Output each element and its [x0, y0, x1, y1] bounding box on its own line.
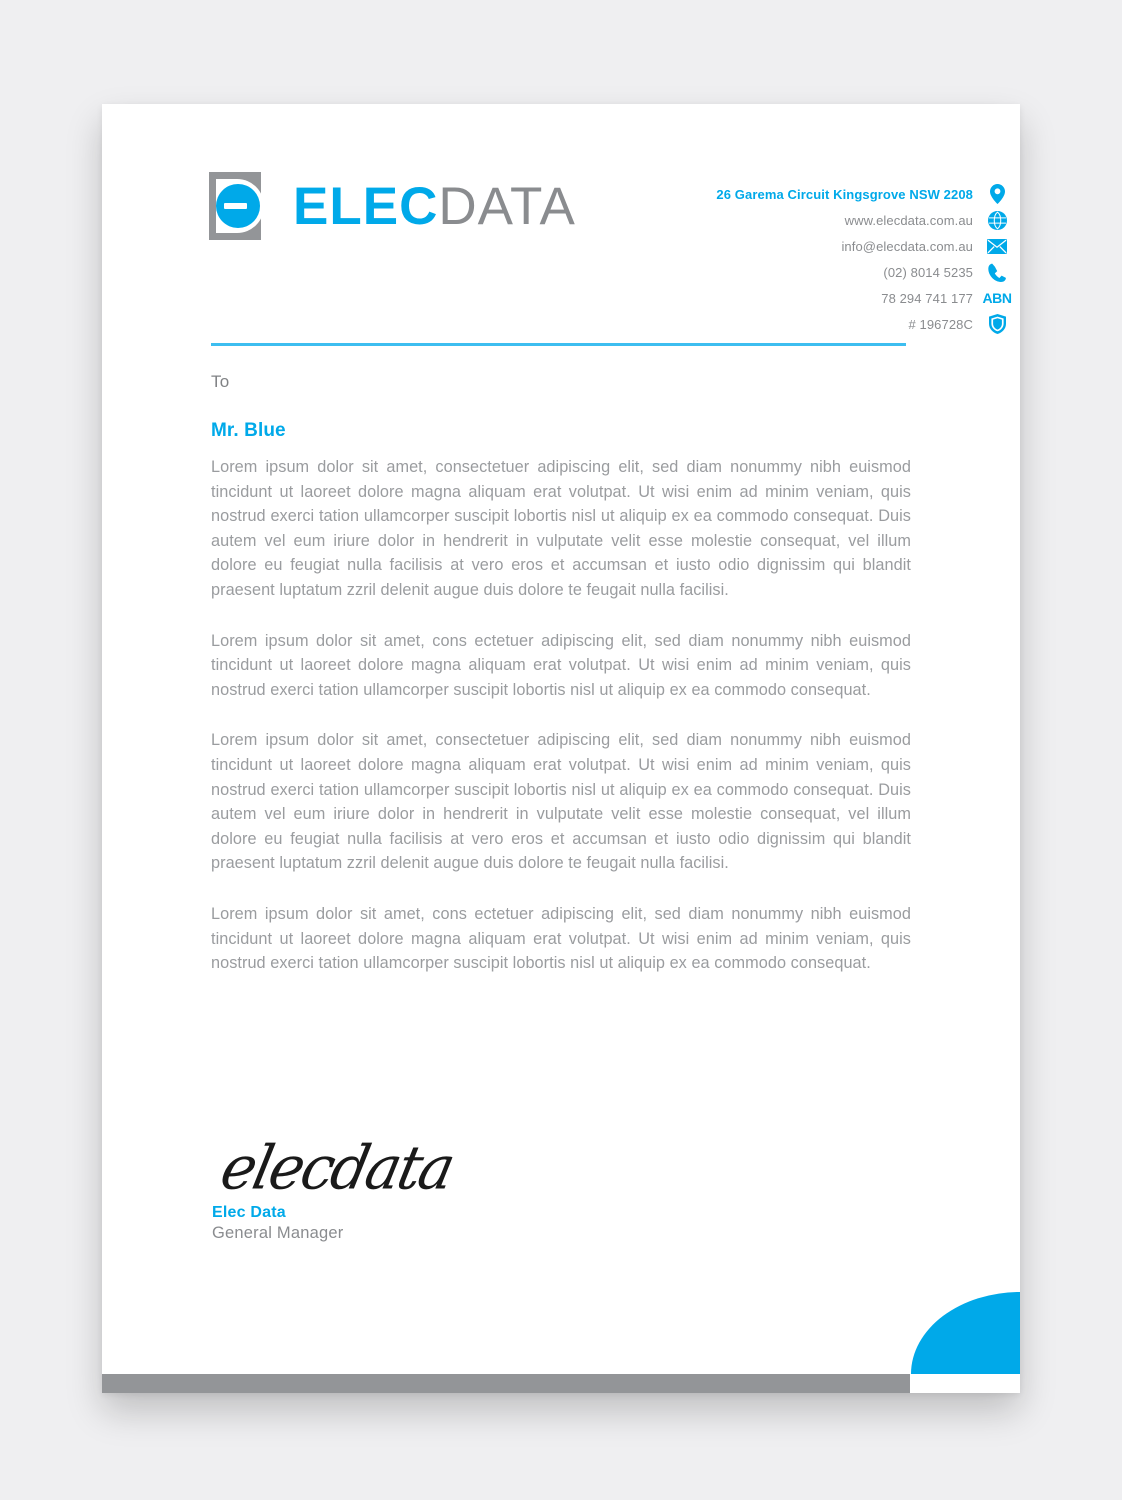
envelope-icon — [986, 235, 1008, 257]
contact-licence-text: # 196728C — [908, 316, 973, 332]
contact-website-text: www.elecdata.com.au — [844, 212, 973, 228]
to-label: To — [211, 372, 230, 391]
contact-abn-text: 78 294 741 177 — [881, 290, 973, 306]
abn-icon — [982, 287, 1012, 309]
footer-blue-corner-shape — [911, 1292, 1020, 1374]
logo-white-bar-shape — [224, 203, 247, 209]
footer-gray-bar — [102, 1374, 910, 1393]
contact-row-address — [678, 182, 1008, 206]
letter-body — [211, 372, 911, 976]
phone-icon — [986, 261, 1008, 283]
abn-icon-label: ABN — [982, 290, 1012, 306]
contact-phone-text: (02) 8014 5235 — [883, 264, 973, 280]
body-paragraph: Lorem ipsum dolor sit amet, cons ectetuer adipiscing elit, sed diam nonummy nibh euismod tincidunt ut laoreet dolore magna aliquam erat volutpat. Ut wisi enim ad minim veniam, quis nostrud exerci tation ullamcorper suscipit lobortis nisl ut aliquip ex ea commodo consequat. — [211, 904, 911, 973]
elecdata-circle-mark-icon — [209, 172, 275, 240]
logo-wordmark — [293, 176, 576, 236]
letterhead-page — [102, 104, 1020, 1393]
contact-address-text: 26 Garema Circuit Kingsgrove NSW 2208 — [716, 186, 973, 202]
handwritten-signature: elecdata — [214, 1132, 460, 1204]
contact-row-abn — [678, 286, 1012, 310]
contact-row-email[interactable] — [678, 234, 1008, 258]
shield-icon — [986, 313, 1008, 335]
contact-row-licence — [678, 312, 1008, 336]
contact-email-text: info@elecdata.com.au — [841, 238, 973, 254]
body-paragraph: Lorem ipsum dolor sit amet, consectetuer adipiscing elit, sed diam nonummy nibh euismod tincidunt ut laoreet dolore magna aliquam erat volutpat. Ut wisi enim ad minim veniam, quis nostrud exerci tation ullamcorper suscipit lobortis nisl ut aliquip ex ea commodo consequat. Duis autem vel eum iriure dolor in hendrerit in vulputate velit esse molestie consequat, vel illum dolore eu feugiat nulla facilisis at vero eros et accumsan et iusto odio dignissim qui blandit praesent luptatum zzril delenit augue duis dolore te feugait nulla facilisi. — [211, 458, 911, 599]
signer-title: General Manager — [212, 1224, 344, 1242]
logo-wordmark-secondary: DATA — [438, 176, 576, 236]
map-pin-icon — [986, 183, 1008, 205]
signer-name: Elec Data — [212, 1204, 286, 1221]
globe-icon — [986, 209, 1008, 231]
letterhead-header — [102, 104, 1020, 344]
contact-row-phone[interactable] — [678, 260, 1008, 284]
signature-block — [212, 1132, 632, 1243]
body-paragraph: Lorem ipsum dolor sit amet, cons ectetuer adipiscing elit, sed diam nonummy nibh euismod tincidunt ut laoreet dolore magna aliquam erat volutpat. Ut wisi enim ad minim veniam, quis nostrud exerci tation ullamcorper suscipit lobortis nisl ut aliquip ex ea commodo consequat. — [211, 631, 911, 699]
company-logo — [209, 170, 576, 242]
contact-details-list — [678, 182, 1012, 338]
contact-row-website[interactable] — [678, 208, 1008, 232]
body-paragraph: Lorem ipsum dolor sit amet, consectetuer adipiscing elit, sed diam nonummy nibh euismod tincidunt ut laoreet dolore magna aliquam erat volutpat. Ut wisi enim ad minim veniam, quis nostrud exerci tation ullamcorper suscipit lobortis nisl ut aliquip ex ea commodo consequat. Duis autem vel eum iriure dolor in hendrerit in vulputate velit esse molestie consequat, vel illum dolore eu feugiat nulla facilisis at vero eros et accumsan et iusto odio dignissim qui blandit praesent luptatum zzril delenit augue duis dolore te feugait nulla facilisi. — [211, 731, 911, 873]
logo-wordmark-primary: ELEC — [293, 176, 439, 236]
header-divider-rule — [211, 343, 906, 346]
recipient-name: Mr. Blue — [211, 420, 286, 441]
